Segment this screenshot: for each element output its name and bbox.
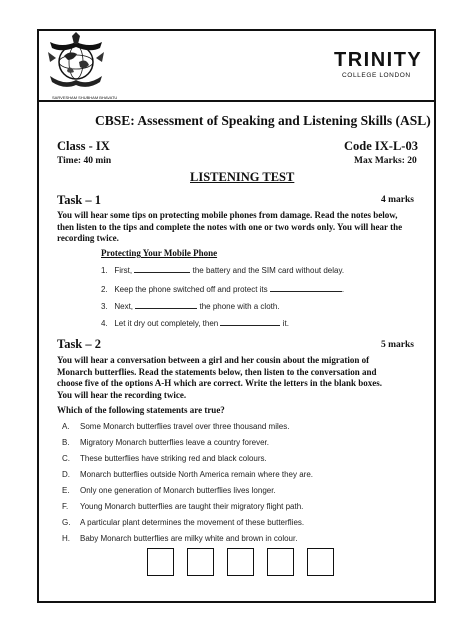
test-name: LISTENING TEST bbox=[190, 170, 295, 184]
header-divider bbox=[37, 100, 436, 102]
option-letter: G. bbox=[62, 518, 71, 527]
note-item-1 bbox=[101, 264, 344, 275]
answer-box-4[interactable] bbox=[267, 548, 294, 576]
task2-heading: Task – 2 bbox=[57, 337, 102, 351]
answer-blank-1[interactable] bbox=[134, 264, 190, 273]
task1-heading: Task – 1 bbox=[57, 193, 102, 207]
time-label: Time: 40 min bbox=[57, 156, 112, 166]
option-h bbox=[62, 534, 297, 543]
option-c bbox=[62, 454, 267, 463]
task2-instruction-line: You will hear the recording twice. bbox=[57, 389, 187, 400]
item-text: Let it dry out completely, then bbox=[114, 319, 219, 328]
answer-box-2[interactable] bbox=[187, 548, 214, 576]
item-text: First, bbox=[114, 266, 133, 275]
trinity-logo-text: TRINITY bbox=[334, 49, 423, 71]
option-letter: F. bbox=[62, 502, 69, 511]
item-number: 1. bbox=[101, 266, 108, 275]
item-number: 4. bbox=[101, 319, 108, 328]
max-marks-label: Max Marks: 20 bbox=[354, 156, 417, 166]
task2-instructions bbox=[57, 355, 423, 401]
option-f bbox=[62, 502, 303, 511]
note-item-4 bbox=[101, 317, 289, 328]
option-e bbox=[62, 486, 276, 495]
option-text: Only one generation of Monarch butterflies lives longer. bbox=[80, 486, 276, 495]
item-text: Keep the phone switched off and protect its bbox=[114, 285, 268, 294]
emblem-motto: SARVESHAM SHUBHAM BHAVATU bbox=[52, 95, 118, 100]
answer-blank-2[interactable] bbox=[270, 283, 345, 294]
task1-instruction-line: recording twice. bbox=[57, 233, 119, 243]
option-letter: B. bbox=[62, 438, 70, 447]
class-label: Class - IX bbox=[57, 139, 110, 153]
option-text: A particular plant determines the movement of these butterflies. bbox=[80, 518, 305, 527]
option-text: Baby Monarch butterflies are milky white and brown in colour. bbox=[80, 534, 298, 543]
task2-question: Which of the following statements are true? bbox=[57, 405, 225, 415]
option-b bbox=[62, 438, 269, 447]
answer-blank-4[interactable] bbox=[220, 317, 280, 326]
answer-box-1[interactable] bbox=[147, 548, 174, 576]
task2-marks: 5 marks bbox=[381, 340, 414, 350]
task1-instruction-line: You will hear some tips on protecting mobile phones from damage. Read the notes below, bbox=[57, 210, 398, 220]
option-text: Monarch butterflies outside North America remain where they are. bbox=[80, 470, 313, 479]
option-d bbox=[62, 470, 313, 479]
assessment-title: CBSE: Assessment of Speaking and Listening Skills (ASL) bbox=[95, 113, 431, 128]
task1-marks: 4 marks bbox=[381, 195, 414, 205]
code-label: Code IX-L-03 bbox=[344, 139, 418, 153]
task2-instruction-line: You will hear a conversation between a girl and her cousin about the migration of bbox=[57, 355, 370, 365]
option-letter: C. bbox=[62, 454, 70, 463]
college-london-text: COLLEGE LONDON bbox=[342, 72, 411, 79]
option-text: Some Monarch butterflies travel over three thousand miles. bbox=[80, 422, 290, 431]
task1-instruction-line: then listen to the tips and complete the notes with one or two words only. You will hear the bbox=[57, 221, 403, 232]
answer-box-3[interactable] bbox=[227, 548, 254, 576]
option-g bbox=[62, 518, 304, 527]
item-text: it. bbox=[282, 319, 289, 328]
answer-box-5[interactable] bbox=[307, 548, 334, 576]
option-letter: A. bbox=[62, 422, 70, 431]
task2-instruction-line: choose five of the options A-H which are correct. Write the letters in the blank boxes. bbox=[57, 378, 383, 388]
option-letter: D. bbox=[62, 470, 70, 479]
option-a bbox=[62, 422, 289, 431]
task2-instruction-line: Monarch butterflies. Read the statements below, then listen to the conversation and bbox=[57, 366, 377, 377]
notes-title: Protecting Your Mobile Phone bbox=[101, 248, 218, 258]
option-letter: H. bbox=[62, 534, 70, 543]
item-text: . bbox=[341, 285, 345, 294]
item-number: 2. bbox=[101, 285, 108, 294]
item-number: 3. bbox=[101, 302, 108, 311]
item-text: Next, bbox=[114, 302, 134, 311]
item-text: the phone with a cloth. bbox=[199, 302, 280, 311]
option-text: Young Monarch butterflies are taught their migratory flight path. bbox=[80, 502, 304, 511]
option-letter: E. bbox=[62, 486, 70, 495]
option-text: Migratory Monarch butterflies leave a country forever. bbox=[80, 438, 269, 447]
answer-blank-3[interactable] bbox=[135, 300, 197, 309]
option-text: These butterflies have striking red and black colours. bbox=[80, 454, 267, 463]
note-item-2 bbox=[101, 283, 344, 294]
task1-instructions bbox=[57, 210, 423, 245]
note-item-3 bbox=[101, 300, 280, 311]
cbse-emblem-logo bbox=[44, 32, 108, 96]
item-text: the battery and the SIM card without delay. bbox=[192, 266, 345, 275]
